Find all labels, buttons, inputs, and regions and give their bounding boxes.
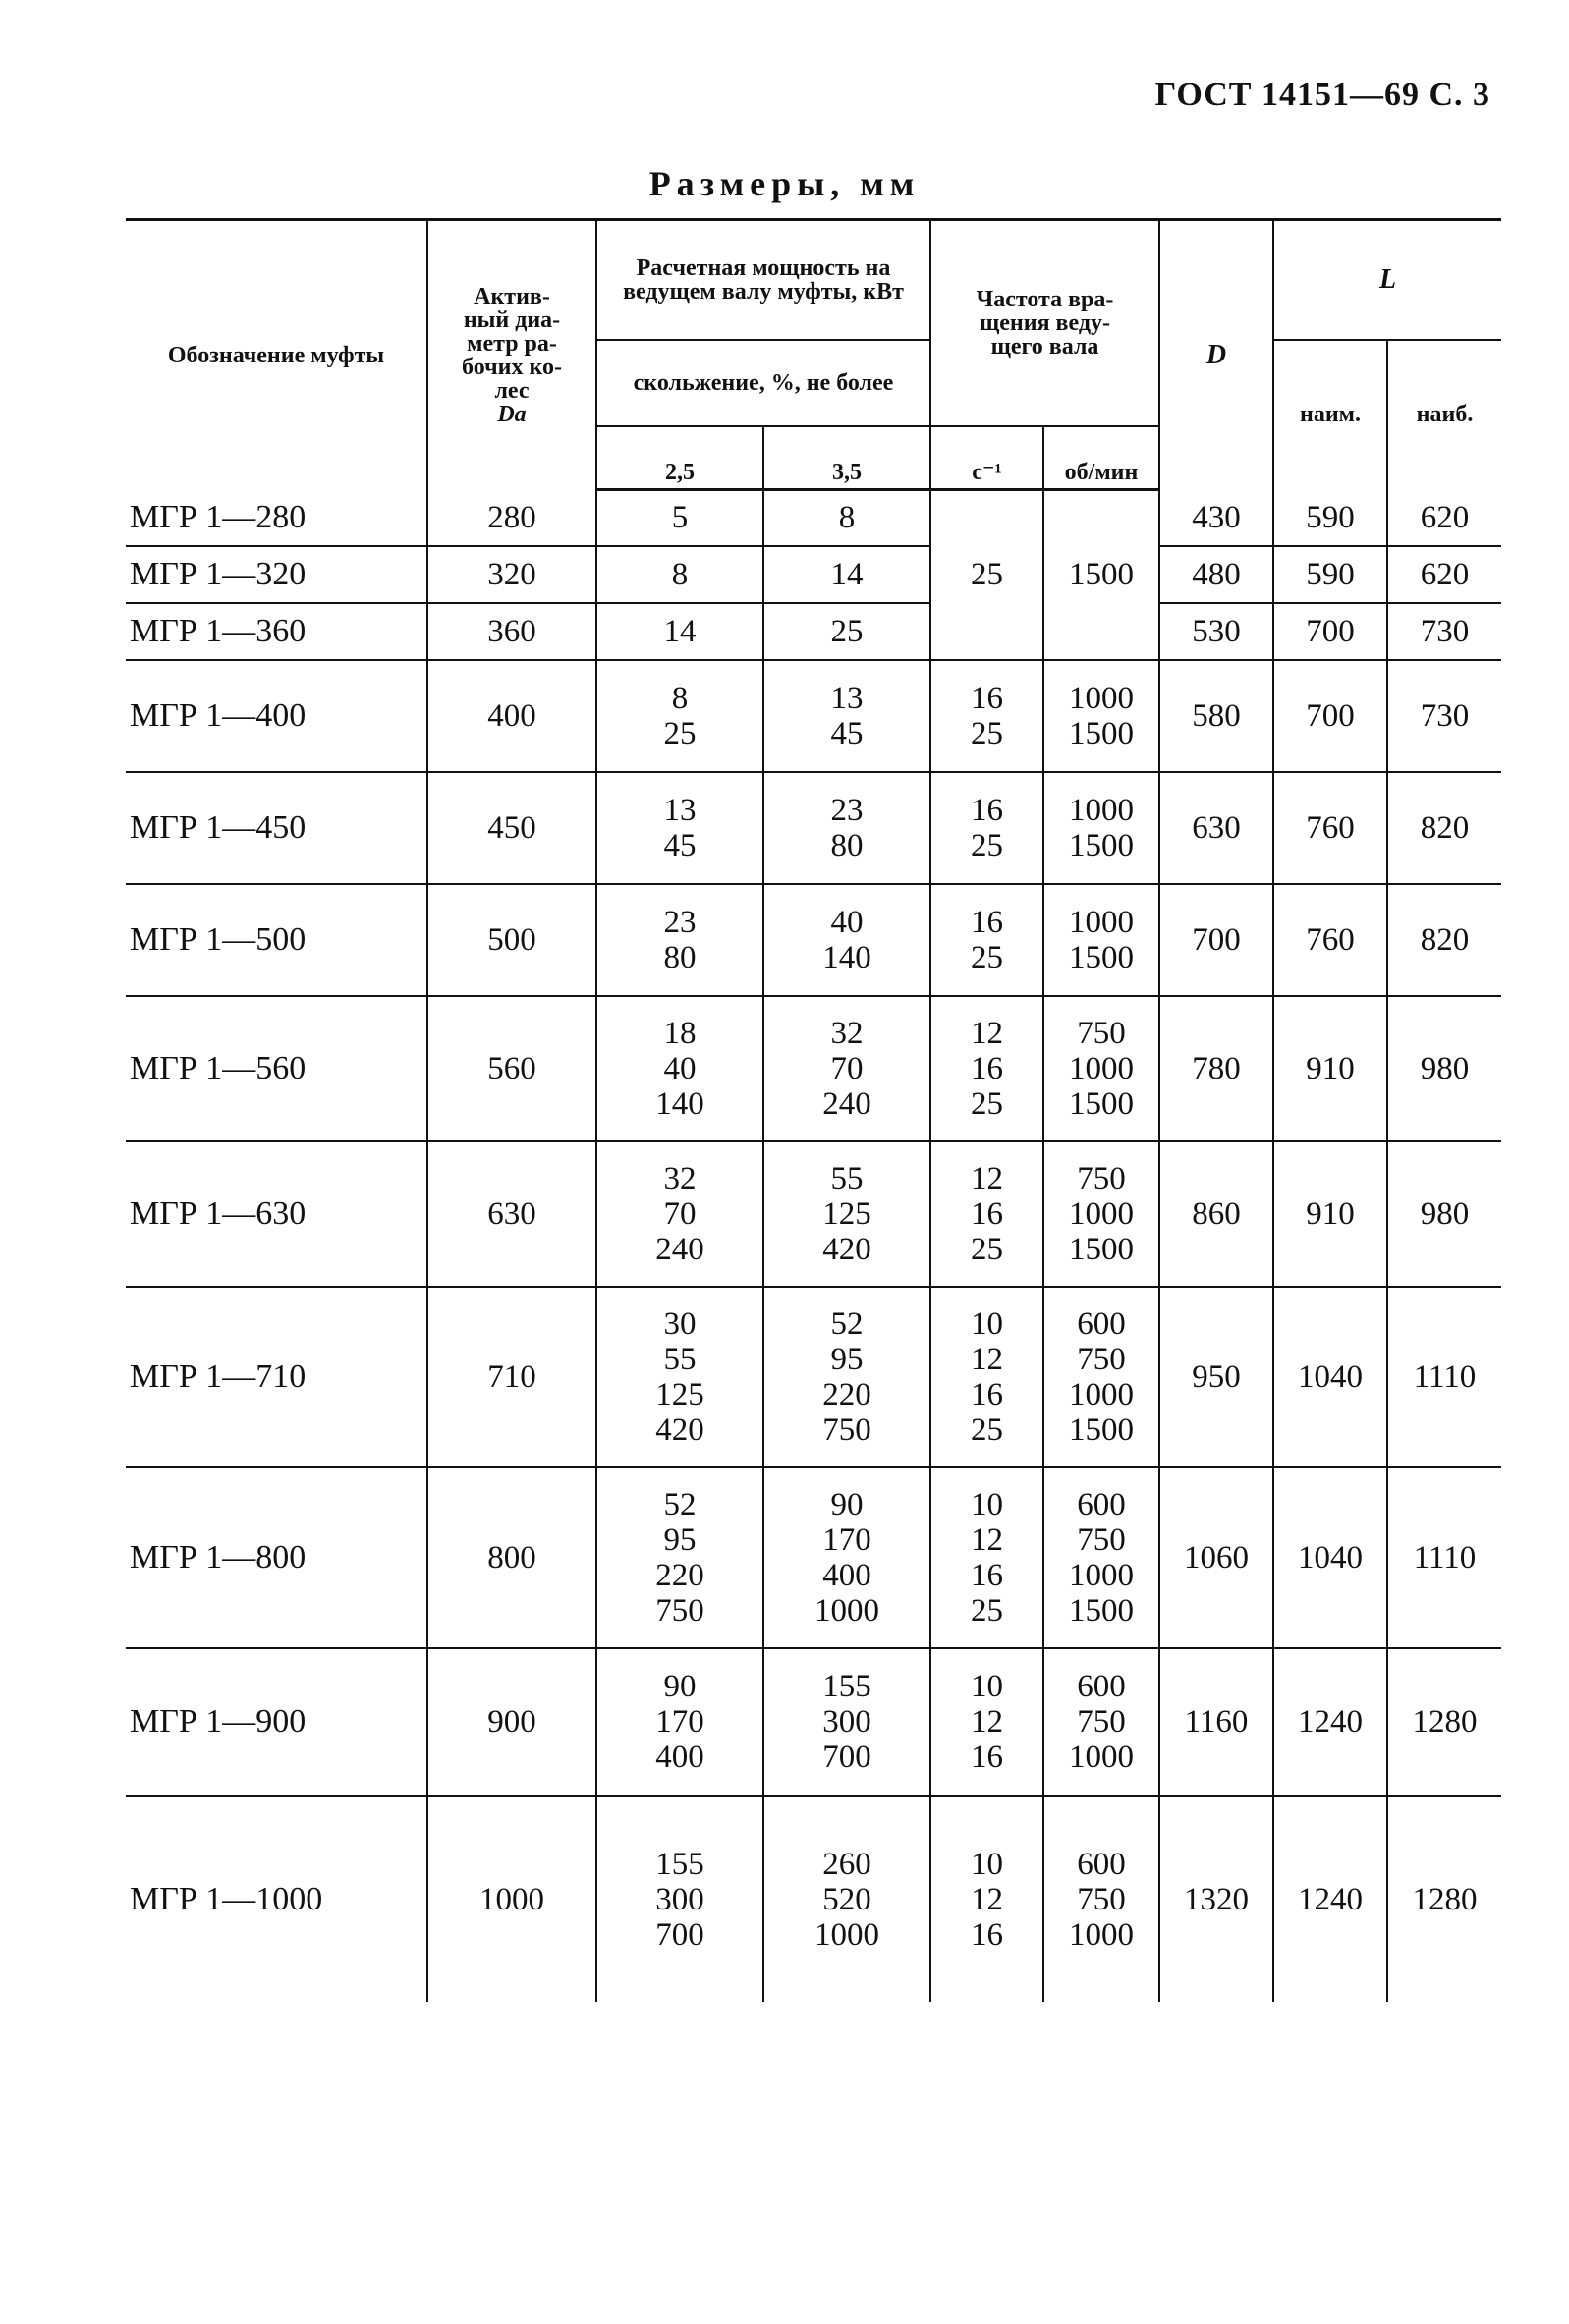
- cell-power-35: 90 170 400 1000: [763, 1467, 930, 1648]
- cell-diameter: 500: [427, 884, 596, 996]
- table-row: [126, 772, 1501, 884]
- col-slip: скольжение, %, не более: [596, 340, 930, 426]
- cell-speed-rpm: 600 750 1000: [1043, 1648, 1159, 1796]
- table-row: [126, 1141, 1501, 1287]
- cell-power-35: 55 125 420: [763, 1141, 930, 1287]
- cell-D: 950: [1159, 1287, 1273, 1467]
- cell-speed-s: 10 12 16: [930, 1796, 1043, 2002]
- col-slip-35: 3,5: [763, 426, 930, 490]
- table-row: [126, 1648, 1501, 1796]
- cell-designation: МГР 1—630: [126, 1141, 427, 1287]
- cell-power-25: 14: [596, 603, 763, 660]
- cell-designation: МГР 1—710: [126, 1287, 427, 1467]
- table-row: [126, 660, 1501, 772]
- cell-D: 1320: [1159, 1796, 1273, 2002]
- cell-power-35: 40 140: [763, 884, 930, 996]
- cell-power-25: 30 55 125 420: [596, 1287, 763, 1467]
- col-D: D: [1159, 220, 1273, 490]
- cell-L-max: 1280: [1387, 1648, 1501, 1796]
- cell-L-max: 980: [1387, 996, 1501, 1141]
- cell-L-min: 700: [1273, 660, 1387, 772]
- cell-power-25: 8: [596, 546, 763, 603]
- cell-D: 860: [1159, 1141, 1273, 1287]
- cell-designation: МГР 1—900: [126, 1648, 427, 1796]
- cell-L-min: 590: [1273, 546, 1387, 603]
- cell-L-min: 700: [1273, 603, 1387, 660]
- cell-speed-s: 10 12 16: [930, 1648, 1043, 1796]
- cell-speed-s: 16 25: [930, 660, 1043, 772]
- cell-power-35: 260 520 1000: [763, 1796, 930, 2002]
- cell-power-35: 8: [763, 489, 930, 546]
- cell-speed-rpm: 750 1000 1500: [1043, 1141, 1159, 1287]
- cell-D: 480: [1159, 546, 1273, 603]
- cell-power-35: 32 70 240: [763, 996, 930, 1141]
- cell-speed-rpm: 1000 1500: [1043, 772, 1159, 884]
- cell-designation: МГР 1—1000: [130, 1880, 323, 1917]
- cell-L-max: 1110: [1387, 1287, 1501, 1467]
- cell-L-max: 820: [1387, 884, 1501, 996]
- cell-power-35: 52 95 220 750: [763, 1287, 930, 1467]
- cell-L-min: 910: [1273, 1141, 1387, 1287]
- cell-speed-rpm: 600 750 1000: [1043, 1796, 1159, 2002]
- cell-diameter: 560: [427, 996, 596, 1141]
- col-power: Расчетная мощность на ведущем валу муфты, кВт: [596, 220, 930, 340]
- cell-diameter: 360: [427, 603, 596, 660]
- col-L-max: наиб.: [1387, 340, 1501, 490]
- cell-speed-s: 10 12 16 25: [930, 1467, 1043, 1648]
- cell-L-max: 620: [1387, 546, 1501, 603]
- table-row: [126, 489, 1501, 546]
- table-row: [126, 996, 1501, 1141]
- cell-L-min: 1240: [1273, 1796, 1387, 2002]
- cell-designation: МГР 1—500: [126, 884, 427, 996]
- col-speed: Частота вра- щения веду- щего вала: [930, 220, 1159, 426]
- cell-L-min: 590: [1273, 489, 1387, 546]
- col-speed-s: с⁻¹: [930, 426, 1043, 490]
- cell-D: 530: [1159, 603, 1273, 660]
- cell-D: 1160: [1159, 1648, 1273, 1796]
- cell-designation: МГР 1—320: [126, 546, 427, 603]
- cell-L-max: 820: [1387, 772, 1501, 884]
- table-row: [126, 1467, 1501, 1648]
- cell-speed-s: 12 16 25: [930, 1141, 1043, 1287]
- cell-L-max: 980: [1387, 1141, 1501, 1287]
- cell-diameter: 450: [427, 772, 596, 884]
- col-L: L: [1273, 220, 1501, 340]
- cell-D: 700: [1159, 884, 1273, 996]
- cell-power-25: 8 25: [596, 660, 763, 772]
- cell-speed-s: 10 12 16 25: [930, 1287, 1043, 1467]
- cell-L-min: 1040: [1273, 1287, 1387, 1467]
- col-L-min: наим.: [1273, 340, 1387, 490]
- cell-D: 630: [1159, 772, 1273, 884]
- table-row: [126, 1796, 1501, 2002]
- cell-power-25: 155 300 700: [596, 1796, 763, 2002]
- col-designation: Обозначение муфты: [126, 220, 427, 490]
- cell-L-max: 730: [1387, 660, 1501, 772]
- cell-L-max: 1110: [1387, 1467, 1501, 1648]
- cell-power-35: 14: [763, 546, 930, 603]
- page-header: ГОСТ 14151—69 С. 3: [1154, 77, 1490, 113]
- cell-L-min: 760: [1273, 772, 1387, 884]
- cell-speed-rpm: 600 750 1000 1500: [1043, 1287, 1159, 1467]
- cell-diameter: 900: [427, 1648, 596, 1796]
- table-row: [126, 546, 1501, 603]
- cell-power-25: 13 45: [596, 772, 763, 884]
- table-row: [126, 603, 1501, 660]
- cell-L-min: 910: [1273, 996, 1387, 1141]
- col-diameter: Актив- ный диа- метр ра- бочих ко- лес Dа: [427, 220, 596, 490]
- cell-L-min: 1040: [1273, 1467, 1387, 1648]
- cell-power-25: 32 70 240: [596, 1141, 763, 1287]
- cell-designation: МГР 1—450: [126, 772, 427, 884]
- cell-speed-s: 16 25: [930, 884, 1043, 996]
- table-row: [126, 884, 1501, 996]
- cell-power-35: 25: [763, 603, 930, 660]
- cell-diameter: 630: [427, 1141, 596, 1287]
- cell-D: 430: [1159, 489, 1273, 546]
- col-slip-25: 2,5: [596, 426, 763, 490]
- cell-power-25: 18 40 140: [596, 996, 763, 1141]
- cell-D: 580: [1159, 660, 1273, 772]
- cell-diameter: 280: [427, 489, 596, 546]
- cell-designation: МГР 1—560: [126, 996, 427, 1141]
- cell-power-35: 13 45: [763, 660, 930, 772]
- couplings-table: [126, 218, 1501, 2002]
- diameter-symbol: Dа: [497, 401, 527, 427]
- cell-speed-s: 16 25: [930, 772, 1043, 884]
- cell-speed-rpm: 750 1000 1500: [1043, 996, 1159, 1141]
- cell-speed-rpm: 1500: [1043, 489, 1159, 660]
- cell-speed-rpm: 1000 1500: [1043, 660, 1159, 772]
- cell-L-max: 1280: [1387, 1796, 1501, 2002]
- cell-power-25: 52 95 220 750: [596, 1467, 763, 1648]
- cell-diameter: 800: [427, 1467, 596, 1648]
- cell-L-max: 620: [1387, 489, 1501, 546]
- cell-diameter: 320: [427, 546, 596, 603]
- cell-power-25: 5: [596, 489, 763, 546]
- cell-diameter: 400: [427, 660, 596, 772]
- cell-power-35: 155 300 700: [763, 1648, 930, 1796]
- cell-power-25: 23 80: [596, 884, 763, 996]
- cell-D: 1060: [1159, 1467, 1273, 1648]
- table-row: [126, 1287, 1501, 1467]
- cell-speed-s: 12 16 25: [930, 996, 1043, 1141]
- cell-designation: МГР 1—800: [126, 1467, 427, 1648]
- cell-L-min: 1240: [1273, 1648, 1387, 1796]
- cell-designation: МГР 1—280: [126, 489, 427, 546]
- cell-L-min: 760: [1273, 884, 1387, 996]
- cell-diameter: 710: [427, 1287, 596, 1467]
- col-speed-rpm: об/мин: [1043, 426, 1159, 490]
- cell-speed-rpm: 1000 1500: [1043, 884, 1159, 996]
- cell-speed-s: 25: [930, 489, 1043, 660]
- cell-designation: МГР 1—400: [126, 660, 427, 772]
- cell-power-35: 23 80: [763, 772, 930, 884]
- cell-L-max: 730: [1387, 603, 1501, 660]
- table-caption: Размеры, мм: [648, 164, 921, 203]
- cell-diameter: 1000: [427, 1796, 596, 2002]
- cell-D: 780: [1159, 996, 1273, 1141]
- cell-designation: МГР 1—360: [126, 603, 427, 660]
- cell-power-25: 90 170 400: [596, 1648, 763, 1796]
- cell-speed-rpm: 600 750 1000 1500: [1043, 1467, 1159, 1648]
